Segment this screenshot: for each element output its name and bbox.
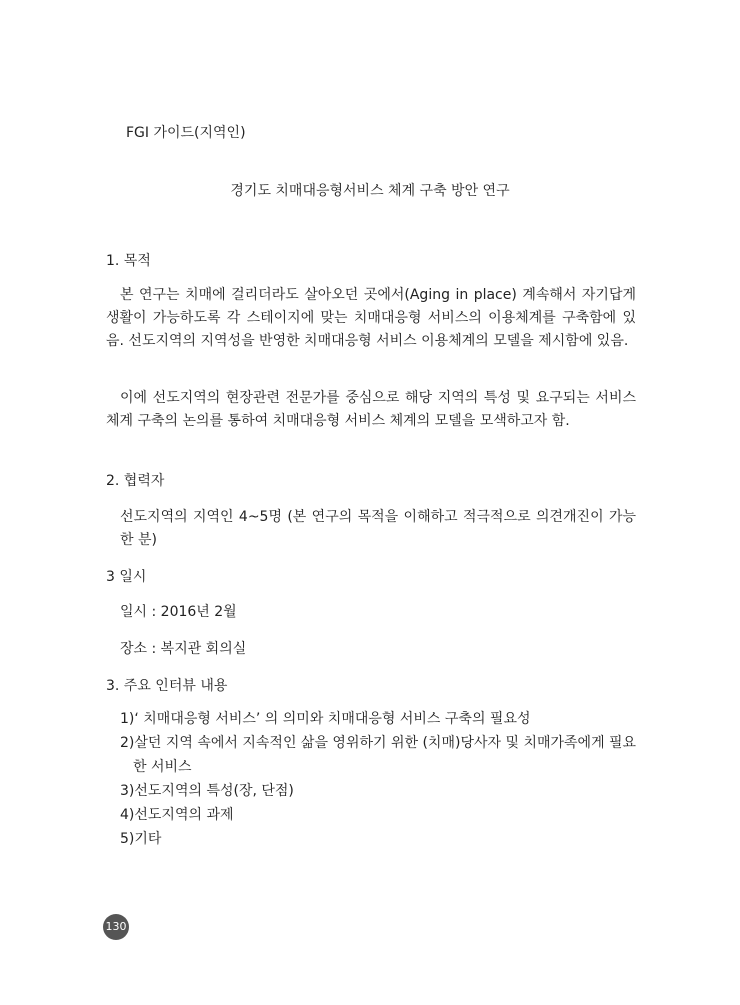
schedule-place: 장소 : 복지관 회의실 (120, 641, 247, 657)
participants-text: 선도지역의 지역인 4~5명 (본 연구의 목적을 이해하고 적극적으로 의견개진이 가능한 분) (120, 509, 636, 548)
section-heading-schedule: 3 일시 (106, 569, 147, 585)
list-item-continuation: 한 서비스 (133, 759, 192, 775)
section-heading-interview: 3. 주요 인터뷰 내용 (106, 678, 228, 694)
page-number-badge: 130 (103, 914, 129, 940)
list-item: 3)선도지역의 특성(장, 단점) (120, 783, 294, 799)
section-heading-participants: 2. 협력자 (106, 473, 165, 489)
list-item: 4)선도지역의 과제 (120, 807, 234, 823)
list-item: 5)기타 (120, 831, 162, 847)
fgi-guide-label: FGI 가이드(지역인) (126, 125, 246, 141)
schedule-date: 일시 : 2016년 2월 (120, 604, 237, 620)
section-heading-purpose: 1. 목적 (106, 253, 151, 269)
document-title: 경기도 치매대응형서비스 체계 구축 방안 연구 (230, 183, 510, 199)
list-item: 1)‘ 치매대응형 서비스’ 의 의미와 치매대응형 서비스 구축의 필요성 (120, 711, 531, 727)
list-item: 2)살던 지역 속에서 지속적인 삶을 영위하기 위한 (치매)당사자 및 치매가족에게 필요 (120, 735, 637, 751)
purpose-paragraph-2: 이에 선도지역의 현장관련 전문가를 중심으로 해당 지역의 특성 및 요구되는 서비스 체계 구축의 논의를 통하여 치매대응형 서비스 체계의 모델을 모색하고자 함. (106, 390, 636, 429)
purpose-paragraph-1: 본 연구는 치매에 걸리더라도 살아오던 곳에서(Aging in place) 계속해서 자기답게 생활이 가능하도록 각 스테이지에 맞는 치매대응형 서비스의 이용체계를 구축함에 있음. 선도지역의 지역성을 반영한 치매대응형 서비스 이용체계의 모델을 제시함에 있음. (106, 287, 636, 349)
interview-list (120, 707, 640, 851)
